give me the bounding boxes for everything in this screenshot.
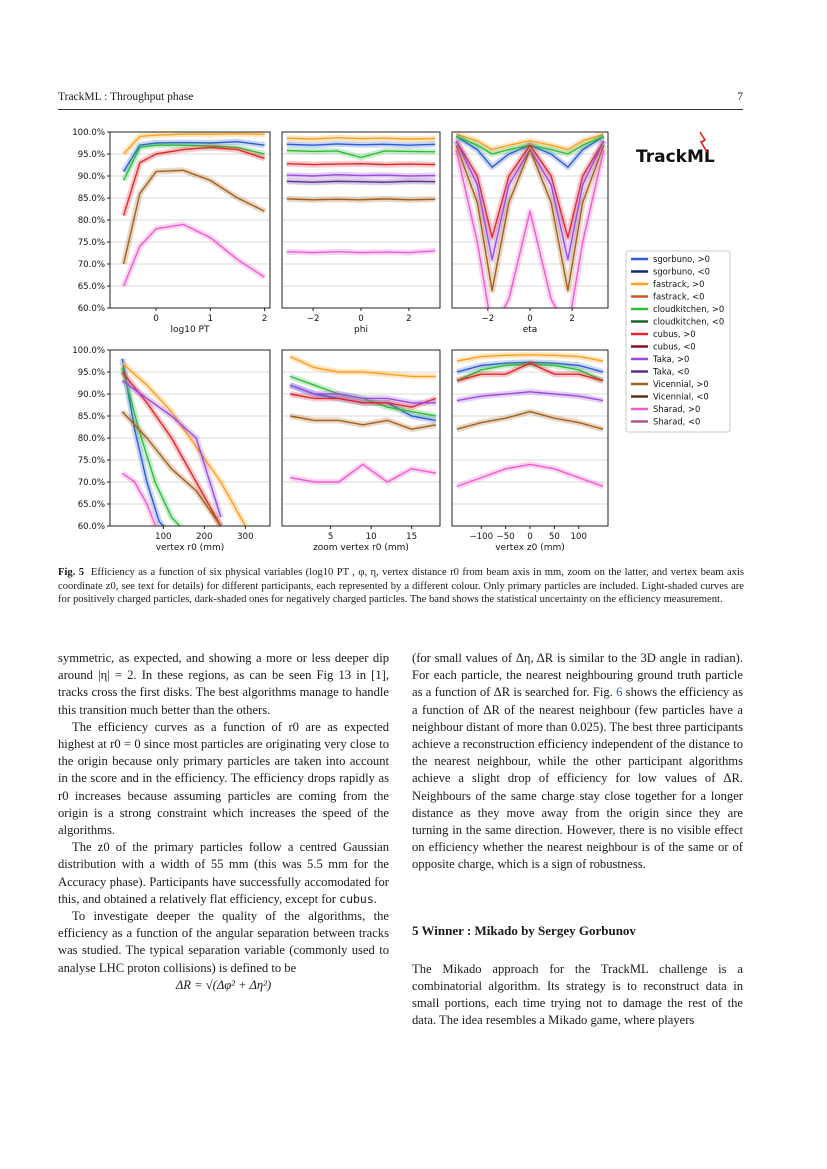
chart-panel-1 [72,128,270,335]
x-tick-label: −2 [481,314,495,324]
x-tick-label: 2 [406,314,412,324]
y-tick-label: 65.0% [77,500,105,510]
legend-entry: sgorbuno, >0 [653,254,710,264]
chart-panel-2 [282,132,440,335]
equation-delta-r: ΔR = √(Δφ² + Δη²) [175,977,272,992]
paragraph: (for small values of Δη, ΔR is similar to the 3D angle in radian). For each particle, the nearest neighbouring ground truth particle as a function of ΔR is searched for. Fig. 6 shows the efficiency as a function of ΔR of the nearest neighbour (few particles have a neighbour distant of more than 0.025). The best three participants achieve a reconstruction efficiency independent of the distance to the nearest neighbour, while the other participant algorithms achieve a slight drop of efficiency for low values of ΔR. Neighbours of the same charge stay close together for a longer distance as they move away from the origin since they are turning in the same direction. However, there is no visible effect on efficiency whether the nearest neighbour is of the same or of opposite charge, which is a sign of robustness. [412,651,743,872]
x-axis-label: phi [354,325,368,335]
legend-entry: Taka, <0 [653,366,690,377]
x-tick-label: 300 [237,532,254,542]
code-cubus: cubus [339,891,374,906]
x-tick-label: 200 [196,532,213,542]
figure-caption [58,566,744,607]
x-axis-label: zoom vertex r0 (mm) [313,543,409,553]
x-tick-label: 2 [569,314,575,324]
paragraph: The z0 of the primary particles follow a centred Gaussian distribution with a width of 55 mm (this was 5.5 mm for the Accuracy phase). Participants have successfully accomodated for this, and obtained a relatively flat efficiency, except for cubus. [58,840,389,906]
legend-entry: cubus, <0 [653,341,696,352]
header-rule [58,109,743,110]
series-line-sharad-0 [124,224,265,286]
y-tick-label: 65.0% [77,282,105,292]
uncertainty-band [290,464,436,482]
uncertainty-band [457,412,603,430]
legend-entry: Vicennial, >0 [653,379,709,389]
legend-entry: cloudkitchen, >0 [653,304,725,314]
x-tick-label: −2 [306,314,320,324]
x-axis-label: vertex r0 (mm) [155,543,225,553]
uncertainty-band [124,224,265,286]
y-tick-label: 100.0% [72,128,105,138]
y-tick-label: 70.0% [77,478,105,488]
x-tick-label: 0 [527,314,533,324]
right-column [412,650,743,1030]
y-tick-label: 100.0% [72,346,105,356]
y-tick-label: 60.0% [77,304,105,314]
uncertainty-band [457,464,603,486]
x-tick-label: 100 [570,532,587,542]
legend-entry: cubus, >0 [653,329,696,339]
y-tick-label: 90.0% [77,390,105,400]
uncertainty-band [124,170,265,264]
trackml-logo [636,132,715,167]
legend-entry: Vicennial, <0 [653,391,709,402]
paragraph: To investigate deeper the quality of the algorithms, the efficiency as a function of the angular separation between tracks was studied. The typical separation variable (commonly used to analyse LHC proton collisions) is defined to be [58,909,389,975]
left-column [58,650,389,994]
y-tick-label: 95.0% [77,150,105,160]
x-axis-label: log10 PT [170,325,210,335]
y-tick-label: 70.0% [77,260,105,270]
y-tick-label: 80.0% [77,216,105,226]
chart-panel-5 [282,350,440,553]
paragraph: symmetric, as expected, and showing a more or less deeper dip around |η| = 2. In these regions, as can be seen Fig 13 in [1], tracks cross the first disks. The best algorithms manage to handle this transition much better than the others. [58,651,389,717]
y-tick-label: 95.0% [77,368,105,378]
section-title: 5 Winner : Mikado by Sergey Gorbunov [412,922,636,938]
paragraph: The Mikado approach for the TrackML challenge is a combinatorial algorithm. Its strategy is to reconstruct data in small portions, each time trying not to damage the rest of the data. The idea resembles a Mikado game, where players [412,961,743,1028]
legend-entry: cloudkitchen, <0 [653,316,725,327]
x-tick-label: 2 [261,314,268,324]
y-tick-label: 85.0% [77,412,105,422]
paragraph: The efficiency curves as a function of r0 are as expected highest at r0 = 0 since most particles are originating very close to the origin because only primary particles are taken into account in the score and in the efficiency. The efficiency drops rapidly as r0 increases because assuming particles are coming from the origin is a strong constraint which increases the speed of the algorithms. [58,719,389,838]
x-tick-label: 5 [327,532,334,542]
legend-entry: fastrack, >0 [653,279,705,289]
running-header-title: TrackML : Throughput phase [58,91,194,103]
y-tick-label: 60.0% [77,522,105,532]
x-tick-label: 10 [365,532,377,542]
x-tick-label: 100 [155,532,172,542]
legend-entry: Sharad, >0 [653,404,701,414]
efficiency-figure [40,122,740,558]
x-tick-label: 0 [358,314,364,324]
figure-6-link[interactable]: 6 [616,685,623,700]
x-axis-label: eta [522,325,538,335]
x-tick-label: −50 [496,532,515,542]
chart-panel-4 [72,346,270,553]
caption-label: Fig. 5 [58,567,85,578]
legend-entry: fastrack, <0 [653,291,705,302]
page-number: 7 [737,91,743,103]
y-tick-label: 75.0% [77,456,105,466]
x-tick-label: −100 [469,532,494,542]
caption-text: Efficiency as a function of six physical variables (log10 PT , φ, η, vertex distance r0 from beam axis in mm, zoom on the latter, and vertex beam axis coordinate z0, see text for details) for different participants, each represented by a different colour. Only primary particles are included. Light-shaded curves are for positively charged particles, dark-shaded ones for negatively charged particles. The band shows the statistical uncertainty on the efficiency measurement. [58,567,745,606]
logo-text: TrackML [636,147,715,167]
y-tick-label: 80.0% [77,434,105,444]
legend-entry: sgorbuno, <0 [653,266,710,277]
uncertainty-band [124,147,265,215]
x-axis-label: vertex z0 (mm) [495,543,565,553]
y-tick-label: 75.0% [77,238,105,248]
legend-entry: Taka, >0 [653,354,690,364]
x-tick-label: 15 [406,532,418,542]
x-tick-label: 50 [548,532,560,542]
chart-panel-3 [452,132,608,335]
legend-entry: Sharad, <0 [653,416,701,427]
x-tick-label: 0 [527,532,533,542]
x-tick-label: 1 [207,314,214,324]
legend [626,251,730,432]
y-tick-label: 90.0% [77,172,105,182]
y-tick-label: 85.0% [77,194,105,204]
x-tick-label: 0 [153,314,159,324]
chart-panel-6 [452,350,608,553]
